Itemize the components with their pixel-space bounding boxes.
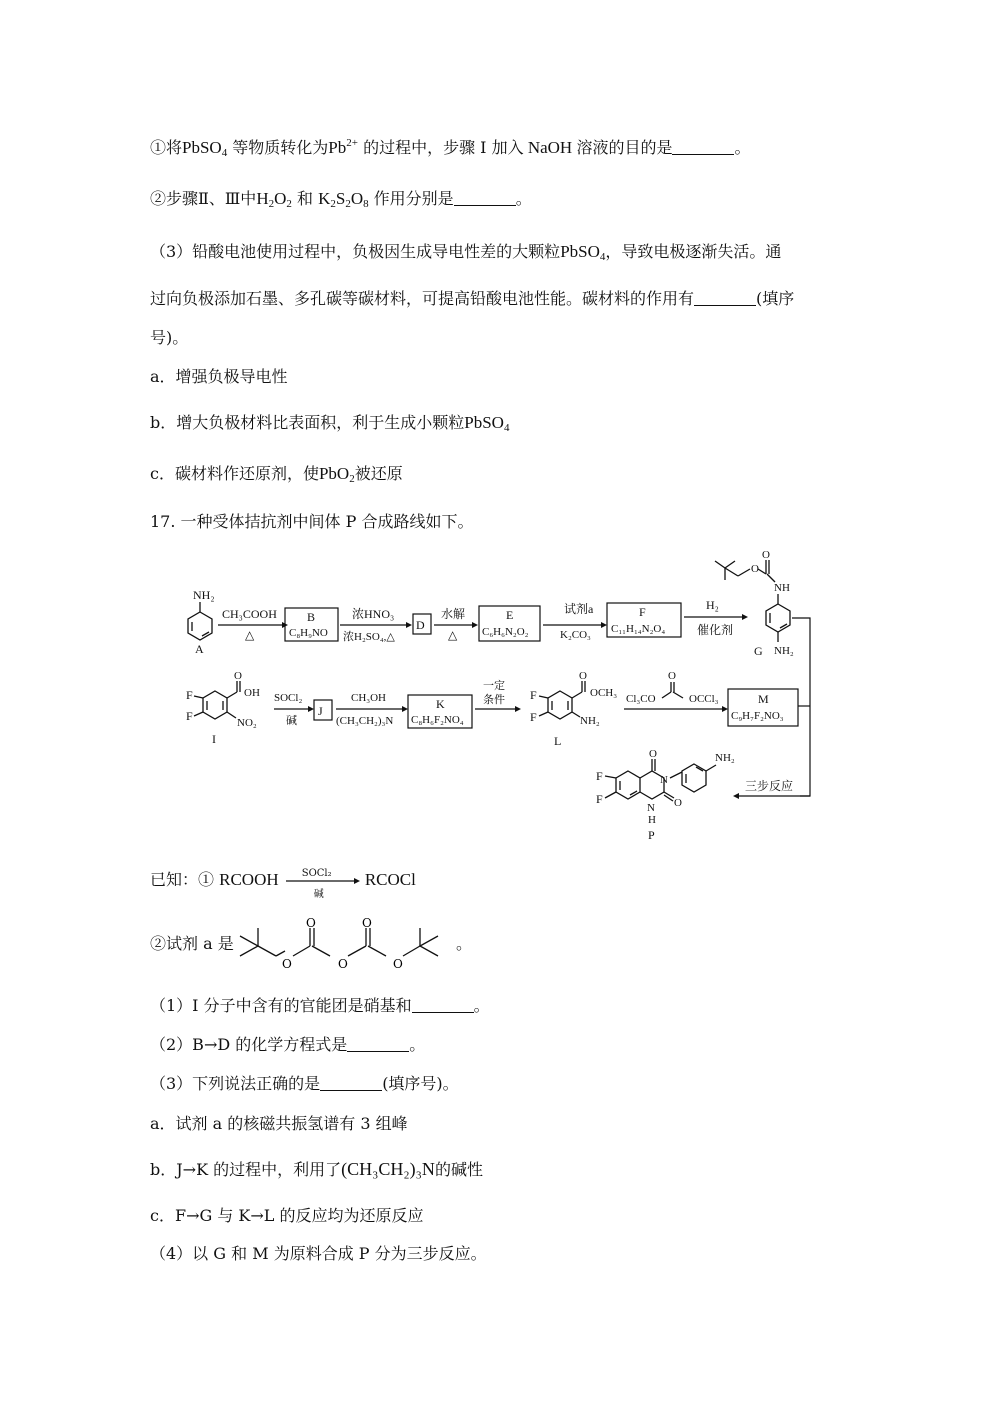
answer-blank[interactable] (694, 289, 756, 306)
no2-label: NO₂ (237, 717, 257, 729)
formula-pbso4: PbSO$_4$ (560, 242, 606, 263)
formula-e: C₆H₆N₂O₂ (482, 626, 529, 638)
formula-h2o2: $H_2O_2$ (256, 189, 292, 210)
connector-line (792, 618, 810, 796)
text: 的过程中，步骤 I 加入 (357, 138, 524, 157)
label-d: D (416, 618, 425, 632)
o-label: O (668, 670, 676, 682)
label-p: P (648, 828, 655, 842)
compound-a (188, 588, 215, 656)
text: （3）铅酸电池使用过程中，负极因生成导电性差的大颗粒 (150, 242, 561, 261)
condition-label: 碱 (286, 715, 297, 727)
q17-part4: （4）以 G 和 M 为原料合成 P 分为三步反应。 (150, 1244, 487, 1263)
condition-label: 浓H₂SO₄,△ (343, 631, 395, 643)
compound-p (596, 748, 735, 842)
n-label: N (660, 774, 668, 786)
formula-b: C₈H₉NO (289, 627, 328, 639)
text: 作用分别是 (368, 189, 454, 208)
condition-label: △ (448, 628, 458, 642)
condition-label: 催化剂 (697, 623, 734, 637)
nh2-label: NH₂ (715, 752, 735, 764)
reagent-label: 水解 (441, 607, 466, 621)
answer-blank[interactable] (672, 138, 734, 155)
text: ②试剂 a 是 (150, 934, 234, 953)
label-e: E (506, 608, 514, 622)
reagent-label: H₂ (706, 598, 719, 612)
text: 等物质转化为 (227, 138, 329, 157)
text: ②步骤Ⅱ、Ⅲ中 (150, 189, 257, 208)
o-label: O (234, 670, 242, 682)
answer-blank[interactable] (454, 189, 516, 206)
oh-label: OH (244, 687, 260, 699)
label-j: J (318, 704, 323, 718)
o-label: O (762, 549, 770, 561)
text: b．J→K 的过程中，利用了 (150, 1160, 342, 1179)
o-label: O (338, 957, 348, 971)
reagent-label: SOCl₂ (274, 692, 303, 704)
synthesis-scheme (150, 546, 830, 846)
reaction-label: 三步反应 (745, 779, 794, 793)
text: 已知：① (150, 870, 215, 889)
label-m: M (758, 692, 769, 706)
q17-option-c: c．F→G 与 K→L 的反应均为还原反应 (150, 1206, 424, 1225)
formula-m: C₉H₇F₂NO₃ (731, 710, 784, 722)
answer-blank[interactable] (347, 1035, 409, 1052)
f-label: F (596, 769, 603, 783)
reagent-label: OCCl₃ (689, 693, 719, 705)
condition-label: (CH₃CH₂)₃N (336, 715, 394, 727)
reagent-label: SOCl₂ (301, 867, 332, 879)
text: （3）下列说法正确的是 (150, 1074, 321, 1093)
condition-label: 条件 (483, 694, 505, 706)
q17-option-b (150, 1157, 483, 1182)
option-b (150, 411, 509, 435)
text: 的碱性 (434, 1160, 483, 1179)
nh-label: NH (774, 582, 790, 594)
text: 。 (515, 189, 532, 208)
formula-f: C₁₁H₁₄N₂O₄ (611, 623, 666, 635)
text: 。 (409, 1035, 426, 1054)
q17-option-a: a．试剂 a 的核磁共振氢谱有 3 组峰 (150, 1114, 408, 1133)
text: 溶液的目的是 (576, 138, 673, 157)
compound-g (715, 549, 794, 658)
answer-blank[interactable] (412, 996, 474, 1013)
f-label: F (530, 710, 537, 724)
q16-item1 (150, 136, 751, 160)
text: （1）I 分子中含有的官能团是硝基和 (150, 996, 412, 1015)
formula-triethylamine: (CH₃CH₂)₃N (341, 1159, 435, 1179)
q16-part3-line2 (150, 287, 794, 311)
reaction-arrow (284, 867, 360, 900)
q16-item2 (150, 187, 532, 211)
q17-title: 17. 一种受体拮抗剂中间体 P 合成路线如下。 (150, 512, 474, 531)
o-label: O (751, 563, 759, 575)
q16-part3-line1 (150, 240, 781, 264)
q16-part3-line3: 号)。 (150, 328, 189, 347)
known-2-end: 。 (456, 934, 473, 953)
o-label: O (306, 918, 316, 930)
text: c．碳材料作还原剂，使 (150, 464, 319, 483)
text: (填序号)。 (382, 1074, 459, 1093)
n-label: N (647, 802, 655, 814)
text: 。 (734, 138, 751, 157)
label-i: I (212, 732, 216, 746)
label-g: G (754, 644, 763, 658)
text: ，导致电极逐渐失活。通 (605, 242, 782, 261)
text: ①将 (150, 138, 183, 157)
option-c (150, 462, 403, 486)
text: （2）B→D 的化学方程式是 (150, 1035, 348, 1054)
f-label: F (596, 792, 603, 806)
label-b: B (307, 610, 316, 624)
option-a: a．增强负极导电性 (150, 367, 288, 386)
text: 和 (291, 189, 319, 208)
compound-l (530, 670, 617, 748)
o-label: O (579, 670, 587, 682)
formula-k: C₈H₆F₂NO₄ (411, 714, 464, 726)
text: (填序 (756, 289, 795, 308)
reagent-label: 浓HNO₃ (352, 607, 395, 621)
o-label: O (282, 957, 292, 971)
nh2-label: NH₂ (193, 588, 215, 602)
text: 。 (473, 996, 490, 1015)
text: 被还原 (354, 464, 403, 483)
o-label: O (674, 797, 682, 809)
answer-blank[interactable] (320, 1074, 382, 1091)
reagent-label: CH₃OH (351, 692, 387, 704)
nh2-label: NH₂ (580, 715, 600, 727)
o-label: O (362, 918, 372, 930)
box-j (314, 700, 332, 720)
formula-pbso4: PbSO$_4$ (182, 138, 228, 159)
reagent-label: 试剂a (564, 602, 594, 616)
label-k: K (436, 697, 445, 711)
known-2 (150, 932, 234, 956)
condition-label: 碱 (313, 888, 324, 900)
formula-rcocl: RCOCl (364, 870, 416, 889)
reagent-label: Cl₃CO (626, 693, 656, 705)
known-1 (150, 867, 416, 900)
q17-part2 (150, 1033, 425, 1057)
o-label: O (649, 748, 657, 760)
text: b．增大负极材料比表面积，利于生成小颗粒 (150, 413, 465, 432)
label-l: L (554, 734, 562, 748)
label-f: F (639, 605, 646, 619)
formula-k2s2o8: $K_2S_2O_8$ (318, 189, 369, 210)
formula-pb2plus: $Pb^{2+}$ (328, 137, 358, 157)
condition-label: △ (245, 628, 255, 642)
f-label: F (186, 688, 193, 702)
f-label: F (530, 688, 537, 702)
reagent-a-structure (238, 918, 460, 976)
nh2-label: NH₂ (774, 645, 794, 657)
formula-rcooh: RCOOH (219, 870, 279, 889)
o-label: O (393, 957, 403, 971)
formula-naoh: NaOH (523, 138, 577, 157)
formula-pbo2: PbO$_2$ (318, 464, 355, 485)
q17-part3 (150, 1072, 459, 1096)
q17-part1 (150, 994, 490, 1018)
h-label: H (648, 814, 656, 826)
formula-pbso4: PbSO$_4$ (464, 413, 510, 434)
label-a: A (195, 642, 204, 656)
condition-label: 一定 (483, 680, 505, 692)
text: 过向负极添加石墨、多孔碳等碳材料，可提高铅酸电池性能。碳材料的作用有 (150, 289, 695, 308)
f-label: F (186, 709, 193, 723)
reagent-label: CH₃COOH (222, 607, 277, 621)
condition-label: K₂CO₃ (560, 629, 591, 641)
och3-label: OCH₃ (590, 687, 618, 699)
compound-i (186, 670, 260, 746)
